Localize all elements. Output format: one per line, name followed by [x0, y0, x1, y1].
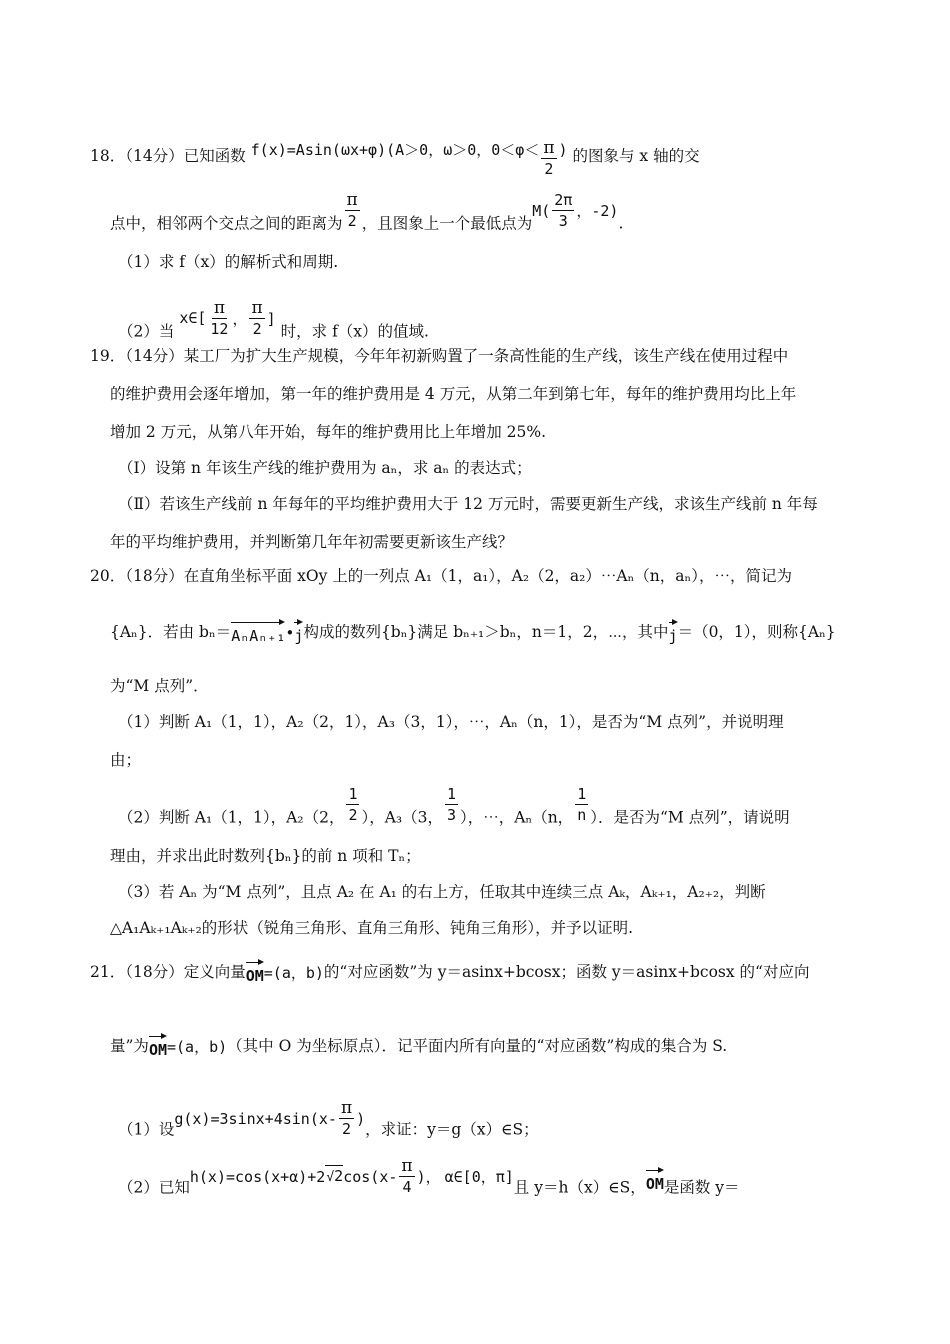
- q20-part2-text-a: （2）判断 A₁（1，1），A₂（2，: [118, 808, 345, 827]
- q20-line7: 理由，并求出此时数列{bₙ}的前 n 项和 Tₙ；: [110, 847, 421, 865]
- q18-number: 18．（14分）已知函数: [90, 147, 246, 165]
- q21-part2-tail: 是函数 y＝: [663, 1178, 740, 1197]
- q20-frac1-den: 2: [348, 806, 358, 824]
- q18-p2-num2: π: [251, 298, 263, 318]
- q18-part1: （1）求 f（x）的解析式和周期.: [118, 253, 339, 271]
- q21-part1: [118, 1098, 539, 1140]
- q21-h-num: π: [401, 1156, 413, 1176]
- q18-part2-interval-open: x∈[: [179, 308, 207, 327]
- q20-fraction-1-3: [445, 784, 458, 825]
- q20-frac2-den: 3: [447, 806, 457, 824]
- q20-part2-text-d: ）．是否为“M 点列”，请说明: [590, 808, 790, 827]
- q21-g-den: 2: [342, 1120, 352, 1138]
- q20-part1: （1）判断 A₁（1，1），A₂（2，1），A₃（3，1），⋯，Aₙ（n，1），是否为“M 点列”，并说明理: [118, 713, 784, 731]
- q21-part2-text-b: 且 y＝h（x）∈S，: [513, 1178, 646, 1197]
- q21-alpha-range: α∈[0，π]: [444, 1167, 514, 1186]
- q21-part1-label: （1）设: [118, 1120, 175, 1139]
- q21-vector-OM-3: OM: [646, 1168, 664, 1194]
- q20-vector-j: j: [294, 620, 303, 646]
- q18-fraction-pi-12: [208, 298, 230, 339]
- q18-p2-bracket: ]: [266, 309, 276, 328]
- q21-part1-tail: ，求证：y＝g（x）∈S；: [365, 1120, 539, 1139]
- q18-close-paren: ): [558, 141, 568, 159]
- q18-fraction-2pi-3: [552, 190, 574, 231]
- q18-line1: [90, 138, 700, 179]
- q20-part2-text-c: ），⋯，Aₙ（n，: [460, 808, 574, 827]
- q21-line1-text-a: 21．（18分）定义向量: [90, 963, 246, 981]
- q18-function-expr: f(x)=Asin(ωx+φ)(A＞0，ω＞0，0＜φ＜: [250, 141, 540, 159]
- q19-line2: 的维护费用会逐年增加，第一年的维护费用是 4 万元，从第二年到第七年，每年的维护费用均比上年: [110, 385, 797, 403]
- q21-vector-value: =(a，b): [263, 964, 324, 982]
- q21-function-g: g(x)=3sinx+4sin(x-: [174, 1109, 337, 1128]
- q18-l2-num: π: [346, 190, 358, 210]
- q18-tail-text: 的图象与 x 轴的交: [572, 147, 700, 165]
- q18-part2-tail: 时，求 f（x）的值域.: [280, 322, 429, 341]
- q20-dot-product: •: [285, 624, 295, 642]
- q18-frac-den: 2: [544, 160, 554, 178]
- q18-frac-num: π: [543, 138, 555, 158]
- q20-line2-text-b: 构成的数列{bₙ}满足 bₙ₊₁＞bₙ，n＝1，2，⋯，其中: [303, 623, 669, 641]
- q20-frac3-den: n: [577, 806, 587, 824]
- q18-line2: [110, 190, 623, 234]
- q21-sqrt-2: [325, 1165, 343, 1188]
- q20-part2: [118, 784, 790, 828]
- q20-vector-AnAn1: AₙAₙ₊₁: [231, 620, 285, 646]
- q20-frac1-num: 1: [348, 785, 358, 803]
- q18-M-den: 3: [558, 212, 568, 230]
- q21-line2-text-a: 量”为: [110, 1037, 149, 1055]
- q19-line3: 增加 2 万元，从第八年开始，每年的维护费用比上年增加 25%.: [110, 423, 547, 441]
- q18-fraction-pi-2-b: [345, 190, 360, 231]
- q18-p2-num1: π: [213, 298, 226, 318]
- q18-period: .: [618, 214, 624, 233]
- q20-fraction-1-2: [346, 784, 359, 825]
- q21-part2: [118, 1156, 740, 1198]
- q18-M-num: 2π: [554, 191, 573, 209]
- q21-sqrt-sign: √: [326, 1170, 335, 1185]
- q21-h-den: 4: [402, 1178, 412, 1196]
- q18-fraction-pi-2: [541, 138, 556, 179]
- q20-line2: [110, 620, 836, 646]
- q21-function-h-c: )，: [416, 1167, 441, 1186]
- q18-p2-den2: 2: [252, 320, 262, 338]
- q20-vector-j-2: j: [669, 620, 678, 646]
- q18-part2-label: （2）当: [118, 322, 175, 341]
- q21-vector-OM-2: OM: [149, 1034, 167, 1060]
- q20-line5: 由；: [110, 751, 142, 769]
- q21-line2-text-b: （其中 O 为坐标原点）．记平面内所有向量的“对应函数”构成的集合为 S.: [227, 1037, 728, 1055]
- q18-line2-text-b: ，且图象上一个最低点为: [361, 214, 533, 233]
- q18-part2: [118, 298, 429, 342]
- q21-sqrt-radicand: 2: [334, 1167, 344, 1185]
- q20-line1: 20．（18分）在直角坐标平面 xOy 上的一列点 A₁（1，a₁），A₂（2，a₂）⋯Aₙ（n，aₙ），⋯，简记为: [90, 567, 792, 585]
- q20-fraction-1-n: [575, 784, 588, 825]
- q20-line9: △A₁Aₖ₊₁Aₖ₊₂的形状（锐角三角形、直角三角形、钝角三角形），并予以证明.: [110, 919, 633, 937]
- q20-line2-text-a: {Aₙ}．若由 bₙ＝: [110, 623, 232, 641]
- q21-line2: [110, 1034, 727, 1060]
- q18-line2-text-a: 点中，相邻两个交点之间的距离为: [110, 214, 343, 233]
- q21-function-h-a: h(x)=cos(x+α)+2: [189, 1167, 326, 1186]
- q20-line3: 为“M 点列”．: [110, 677, 209, 695]
- q18-point-M: M(: [532, 201, 551, 220]
- q19-part1: （I）设第 n 年该生产线的维护费用为 aₙ，求 aₙ 的表达式；: [118, 459, 532, 477]
- q21-vector-OM: OM: [246, 960, 264, 986]
- q20-part2-text-b: ），A₃（3，: [361, 808, 444, 827]
- q21-g-close: ): [356, 1109, 366, 1128]
- q18-p2-den1: 12: [210, 320, 229, 338]
- q20-frac3-num: 1: [577, 785, 587, 803]
- q18-p2-comma: ，: [232, 309, 248, 328]
- q21-line1-text-b: 的“对应函数”为 y＝asinx+bcosx；函数 y＝asinx+bcosx 的“对应向: [323, 963, 810, 981]
- q20-part3: （3）若 Aₙ 为“M 点列”，且点 A₂ 在 A₁ 的右上方，任取其中连续三点 Aₖ，Aₖ₊₁，A₂₊₂，判断: [118, 883, 766, 901]
- q21-g-num: π: [340, 1098, 353, 1118]
- q19-line1: 19．（14分）某工厂为扩大生产规模，今年年初新购置了一条高性能的生产线，该生产线在使用过程中: [90, 347, 789, 365]
- q18-fraction-pi-2-c: [249, 298, 264, 339]
- q21-fraction-pi-4: [399, 1156, 414, 1197]
- q21-fraction-pi-2: [339, 1098, 354, 1139]
- q18-l2-den: 2: [347, 212, 357, 230]
- q20-line2-text-c: ＝（0，1），则称{Aₙ}: [677, 623, 836, 641]
- q21-part2-label: （2）已知: [118, 1178, 190, 1197]
- q19-part2: （Ⅱ）若该生产线前 n 年每年的平均维护费用大于 12 万元时，需要更新生产线，求该生产线前 n 年每: [118, 495, 818, 513]
- q20-frac2-num: 1: [447, 785, 457, 803]
- q21-function-h-b: cos(x-: [343, 1167, 398, 1186]
- q21-vector-value-2: =(a，b): [167, 1038, 228, 1056]
- q21-line1: [90, 960, 809, 986]
- q18-point-M-tail: ，-2): [576, 201, 619, 220]
- q19-line6: 年的平均维护费用，并判断第几年年初需要更新该生产线？: [110, 533, 514, 551]
